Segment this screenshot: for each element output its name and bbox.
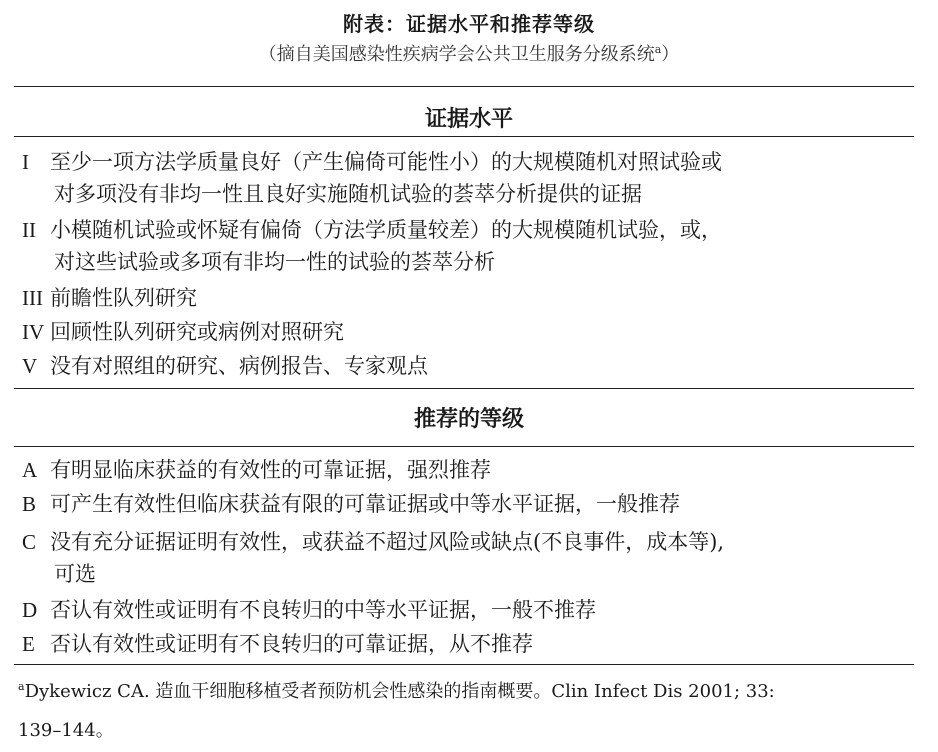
evidence-text: 回顾性队列研究或病例对照研究: [50, 320, 344, 344]
footnote-mark: a: [18, 680, 25, 693]
evidence-text: 前瞻性队列研究: [50, 286, 197, 310]
recommendation-text: 没有充分证据证明有效性，或获益不超过风险或缺点(不良事件，成本等),: [50, 530, 725, 554]
evidence-row-ii: [22, 214, 912, 278]
evidence-code: IV: [22, 320, 45, 344]
section-divider-rule: [14, 388, 914, 389]
evidence-row-iii: [22, 282, 912, 314]
evidence-text: 至少一项方法学质量良好（产生偏倚可能性小）的大规模随机对照试验或: [50, 150, 722, 174]
recommendation-code: E: [22, 632, 35, 656]
recommendation-row-a: [22, 454, 912, 486]
footnote: [18, 674, 775, 705]
recommendation-row-d: [22, 594, 912, 626]
recommendation-row-c: [22, 526, 912, 590]
recommendation-code: B: [22, 492, 37, 516]
evidence-code: II: [22, 218, 36, 242]
bottom-rule: [14, 664, 914, 665]
table-subtitle: [0, 40, 938, 66]
recommendation-code: D: [22, 598, 38, 622]
recommendation-text: 有明显临床获益的有效性的可靠证据，强烈推荐: [50, 458, 491, 482]
subtitle-footnote-mark: a: [654, 43, 662, 56]
recommendation-row-b: [22, 488, 912, 520]
recommendation-text-continued: 可选: [54, 562, 96, 586]
evidence-code: III: [22, 286, 43, 310]
recommendation-text: 否认有效性或证明有不良转归的可靠证据，从不推荐: [50, 632, 533, 656]
subtitle-text: （摘自美国感染性疾病学会公共卫生服务分级系统: [258, 44, 655, 65]
evidence-row-i: [22, 146, 912, 210]
evidence-row-v: [22, 350, 912, 382]
evidence-heading-rule: [14, 136, 914, 137]
evidence-code: V: [22, 354, 38, 378]
evidence-text: 没有对照组的研究、病例报告、专家观点: [50, 354, 428, 378]
recommendation-code: A: [22, 458, 38, 482]
evidence-text-continued: 对多项没有非均一性且良好实施随机试验的荟萃分析提供的证据: [54, 182, 642, 206]
evidence-text: 小模随机试验或怀疑有偏倚（方法学质量较差）的大规模随机试验，或，: [50, 218, 722, 242]
evidence-code: I: [22, 150, 29, 174]
recommendation-heading-rule: [14, 446, 914, 447]
recommendation-text: 可产生有效性但临床获益有限的可靠证据或中等水平证据，一般推荐: [50, 492, 680, 516]
footnote-continued: 139–144。: [18, 720, 114, 741]
evidence-heading: 证据水平: [424, 107, 513, 132]
footnote-line: Dykewicz CA. 造血干细胞移植受者预防机会性感染的指南概要。Clin Infect Dis 2001; 33:: [24, 681, 775, 702]
recommendation-text: 否认有效性或证明有不良转归的中等水平证据，一般不推荐: [50, 598, 596, 622]
subtitle-close: ）: [661, 44, 680, 65]
recommendation-row-e: [22, 628, 912, 660]
evidence-row-iv: [22, 316, 912, 348]
table-title: 附表：证据水平和推荐等级: [343, 12, 595, 36]
top-rule: [14, 86, 914, 87]
recommendation-heading: 推荐的等级: [413, 407, 524, 432]
evidence-text-continued: 对这些试验或多项有非均一性的试验的荟萃分析: [54, 250, 495, 274]
recommendation-code: C: [22, 530, 37, 554]
